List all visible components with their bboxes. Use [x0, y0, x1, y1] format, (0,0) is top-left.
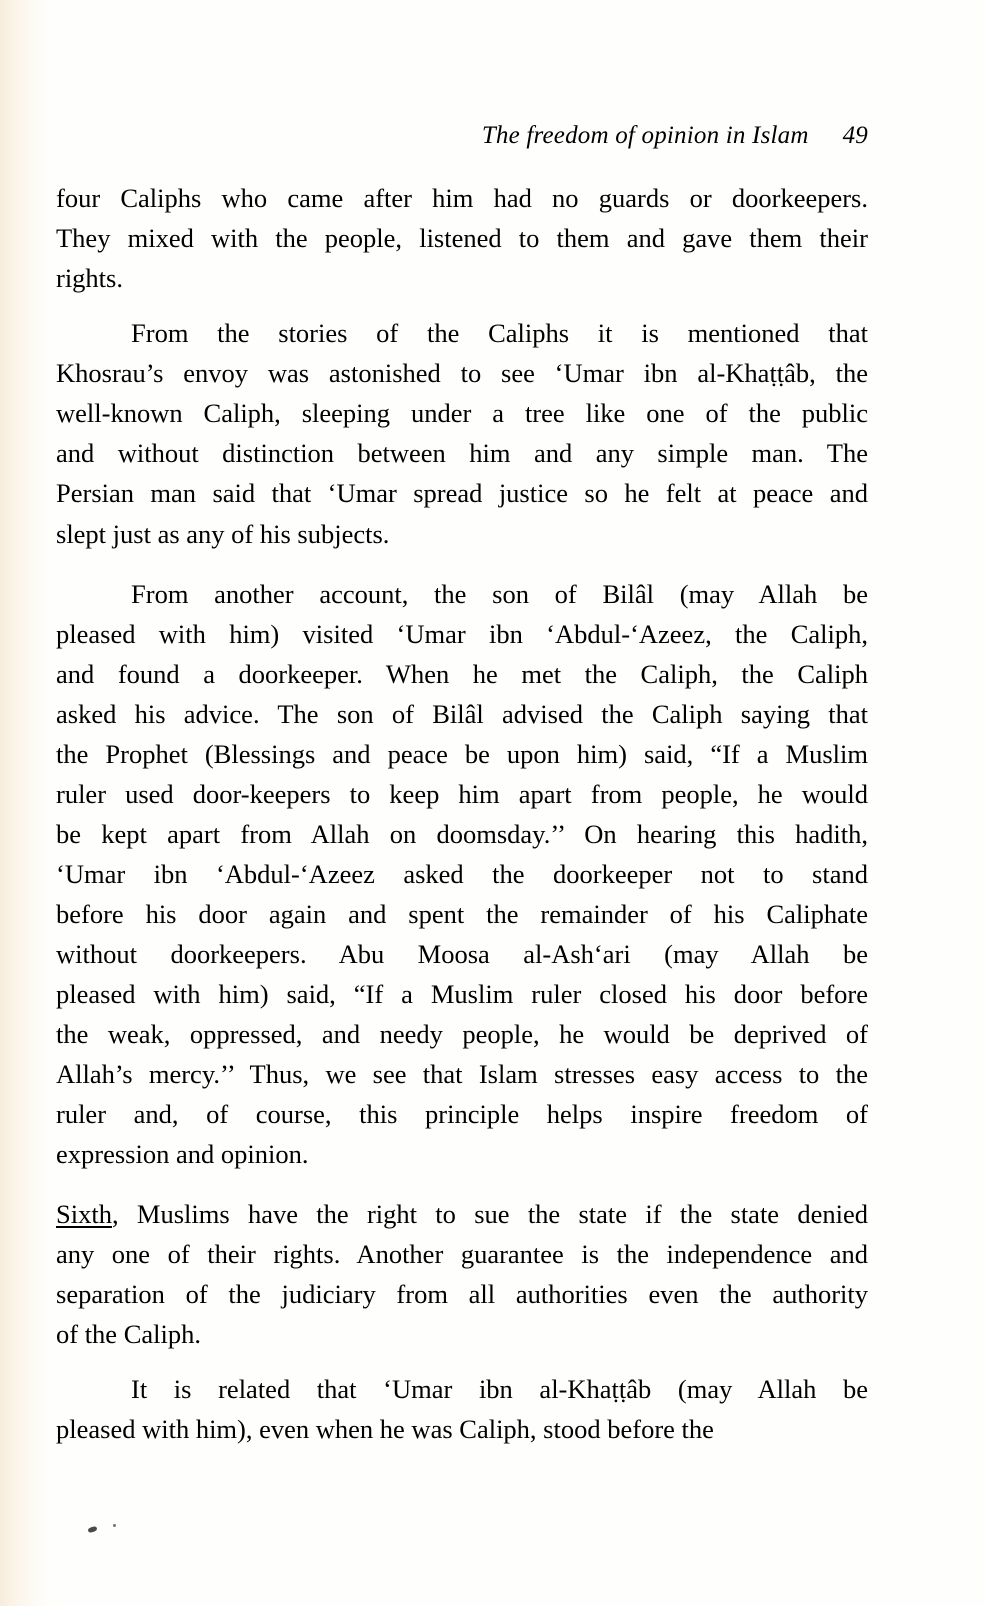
text-line: before his door again and spent the remainder of his Caliphate [56, 898, 868, 929]
text-line: They mixed with the people, listened to them and gave them their [56, 223, 868, 254]
text-line-remainder: , Muslims have the right to sue the state if the state denied [111, 1198, 868, 1229]
text-line: expression and opinion. [56, 1138, 309, 1169]
paragraph-doorkeepers [56, 178, 868, 299]
text-line: ruler used door-keepers to keep him apart from people, he would [56, 778, 868, 809]
lead-word-underlined: Sixth [56, 1198, 112, 1229]
text-line: slept just as any of his subjects. [56, 518, 390, 549]
text-line: separation of the judiciary from all authorities even the authority [56, 1279, 868, 1310]
text-line: Persian man said that ‘Umar spread justice so he felt at peace and [56, 478, 868, 509]
text-line: the weak, oppressed, and needy people, he would be deprived of [56, 1018, 868, 1049]
scan-speckle [113, 1524, 116, 1527]
text-line: be kept apart from Allah on doomsday.’’ On hearing this hadith, [56, 818, 868, 849]
paragraph-it-is-related [56, 1369, 868, 1449]
paragraph-gap [56, 554, 868, 574]
paragraph-son-of-bilal [56, 574, 868, 1174]
text-line: Allah’s mercy.’’ Thus, we see that Islam stresses easy access to the [56, 1058, 868, 1089]
paragraph-gap [56, 1355, 868, 1369]
text-line: and without distinction between him and any simple man. The [56, 438, 868, 469]
text-line: any one of their rights. Another guarantee is the independence and [56, 1239, 868, 1270]
page-content-area [56, 0, 868, 1606]
text-line: four Caliphs who came after him had no guards or doorkeepers. [56, 183, 868, 213]
text-line: Khosrau’s envoy was astonished to see ‘Umar ibn al-Khaṭṭâb, the [56, 357, 868, 388]
gutter-shadow [0, 0, 52, 1606]
text-line: well-known Caliph, sleeping under a tree like one of the public [56, 398, 868, 429]
paragraph-gap [56, 1174, 868, 1194]
text-line: of the Caliph. [56, 1319, 201, 1350]
text-line: From another account, the son of Bilâl (may Allah be [131, 578, 868, 609]
text-line: rights. [56, 263, 123, 294]
text-line: pleased with him), even when he was Caliph, stood before the [56, 1413, 714, 1444]
text-line-with-lead [56, 1194, 868, 1234]
page-number: 49 [842, 122, 868, 149]
body-text-block [56, 178, 868, 1449]
paragraph-sixth [56, 1194, 868, 1355]
text-line: asked his advice. The son of Bilâl advised the Caliph saying that [56, 698, 868, 729]
text-line: without doorkeepers. Abu Moosa al-Ash‘ari (may Allah be [56, 938, 868, 969]
text-line: From the stories of the Caliphs it is mentioned that [131, 317, 868, 348]
running-head [56, 122, 868, 150]
text-line: and found a doorkeeper. When he met the Caliph, the Caliph [56, 658, 868, 689]
text-line: the Prophet (Blessings and peace be upon him) said, “If a Muslim [56, 738, 868, 769]
text-line: ruler and, of course, this principle helps inspire freedom of [56, 1098, 868, 1129]
text-line: pleased with him) visited ‘Umar ibn ‘Abdul-‘Azeez, the Caliph, [56, 618, 868, 649]
paragraph-gap [56, 299, 868, 313]
text-line: pleased with him) said, “If a Muslim ruler closed his door before [56, 978, 868, 1009]
running-head-title: The freedom of opinion in Islam [481, 122, 809, 149]
text-line: It is related that ‘Umar ibn al-Khaṭṭâb (may Allah be [131, 1373, 868, 1404]
text-line: ‘Umar ibn ‘Abdul-‘Azeez asked the doorkeeper not to stand [56, 858, 868, 889]
paragraph-khosrau-envoy [56, 313, 868, 554]
